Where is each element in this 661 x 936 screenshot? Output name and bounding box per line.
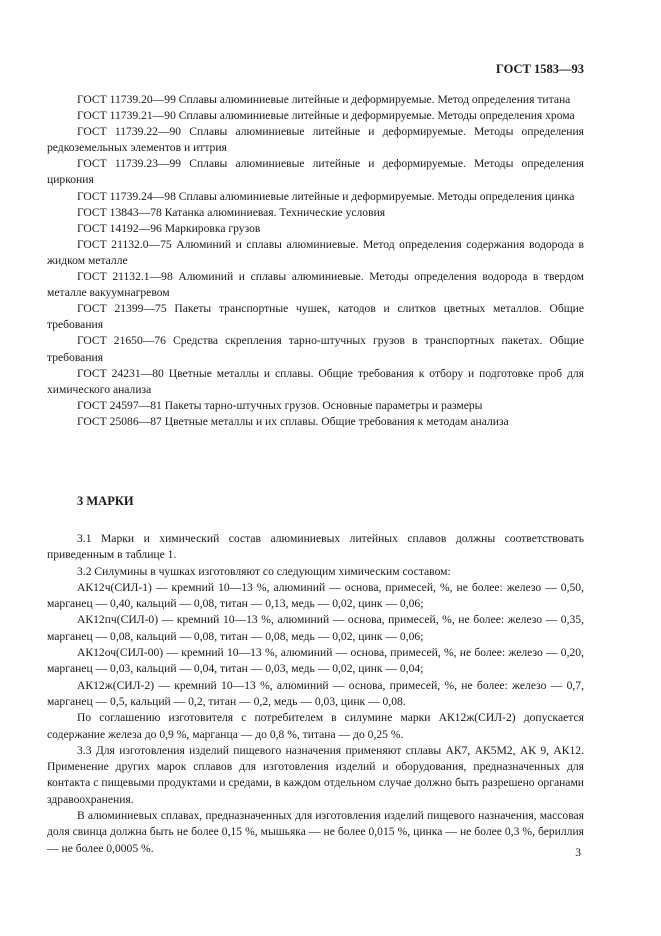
section-title: 3 МАРКИ [77,494,134,508]
reference-item: ГОСТ 21650—76 Средства скрепления тарно-штучных грузов в транспортных пакетах. Общие требования [47,334,584,364]
paragraph: АК12ч(СИЛ-1) — кремний 10—13 %, алюминий — основа, примесей, %, не более: железо — 0,50, марганец — 0,40, кальций — 0,08, титан — 0,13, медь — 0,02, цинк — 0,06; [47,580,584,611]
reference-item: ГОСТ 21132.1—98 Алюминий и сплавы алюминиевые. Методы определения водорода в твердом металле вакуумнагревом [47,270,584,300]
reference-item: ГОСТ 21399—75 Пакеты транспортные чушек, катодов и слитков цветных металлов. Общие требования [47,302,584,332]
paragraph: 3.3 Для изготовления изделий пищевого назначения применяют сплавы АК7, АК5М2, АК 9, АК12. Применение других марок сплавов для изготовления изделий и оборудования, предназначенных для контакта с пищевыми продуктами и средами, в каждом отдельном случае должно быть разрешено органами здравоохранения. [47,743,584,806]
paragraph: АК12оч(СИЛ-00) — кремний 10—13 %, алюминий — основа, примесей, %, не более: железо — 0,20, марганец — 0,03, кальций — 0,04, титан — 0,03, медь — 0,02, цинк — 0,04; [47,646,584,676]
reference-item: ГОСТ 14192—96 Маркировка грузов [77,221,261,235]
reference-item: ГОСТ 11739.23—99 Сплавы алюминиевые литейные и деформируемые. Методы определения циркония [47,157,584,187]
reference-item: ГОСТ 11739.21—90 Сплавы алюминиевые литейные и деформируемые. Методы определения хрома [77,109,575,123]
reference-item: ГОСТ 24597—81 Пакеты тарно-штучных грузов. Основные параметры и размеры [77,398,483,412]
reference-item: ГОСТ 25086—87 Цветные металлы и их сплавы. Общие требования к методам анализа [77,414,509,428]
reference-item: ГОСТ 13843—78 Катанка алюминиевая. Технические условия [77,205,386,219]
paragraph: По соглашению изготовителя с потребителем в силумине марки АК12ж(СИЛ-2) допускается содержание железа до 0,9 %, марганца — до 0,8 %, титана — до 0,25 %. [47,711,584,741]
reference-item: ГОСТ 24231—80 Цветные металлы и сплавы. Общие требования к отбору и подготовке проб для химического анализа [47,366,584,396]
references-list [47,92,584,430]
reference-item: ГОСТ 21132.0—75 Алюминий и сплавы алюминиевые. Метод определения содержания водорода в жидком металле [47,237,584,267]
paragraph: 3.1 Марки и химический состав алюминиевых литейных сплавов должны соответствовать приведенным в таблице 1. [47,532,584,562]
paragraph: АК12пч(СИЛ-0) — кремний 10—13 %, алюминий — основа, примесей, %, не более: железо — 0,35, марганец — 0,08, кальций — 0,08, титан — 0,08, медь — 0,02, цинк — 0,06; [47,613,584,643]
reference-item: ГОСТ 11739.24—98 Сплавы алюминиевые литейные и деформируемые. Методы определения цинка [77,189,575,203]
reference-item: ГОСТ 11739.22—90 Сплавы алюминиевые литейные и деформируемые. Методы определения редкоземельных элементов и иттрия [47,125,584,155]
reference-item: ГОСТ 11739.20—99 Сплавы алюминиевые литейные и деформируемые. Метод определения титана [77,93,571,106]
section-body [47,531,584,857]
page-number: 3 [575,846,581,859]
document-header: ГОСТ 1583—93 [495,62,584,76]
paragraph: 3.2 Силумины в чушках изготовляют со следующим химическим составом: [77,564,451,578]
paragraph: АК12ж(СИЛ-2) — кремний 10—13 %, алюминий — основа, примесей, %, не более: железо — 0,7, марганец — 0,5, кальций — 0,2, титан — 0,2, медь — 0,03, цинк — 0,08. [47,678,584,708]
paragraph: В алюминиевых сплавах, предназначенных для изготовления изделий пищевого назначения, массовая доля свинца должна быть не более 0,15 %, мышьяка — не более 0,015 %, цинка — не более 0,3 %, бериллия — не более 0,0005 %. [47,809,584,855]
